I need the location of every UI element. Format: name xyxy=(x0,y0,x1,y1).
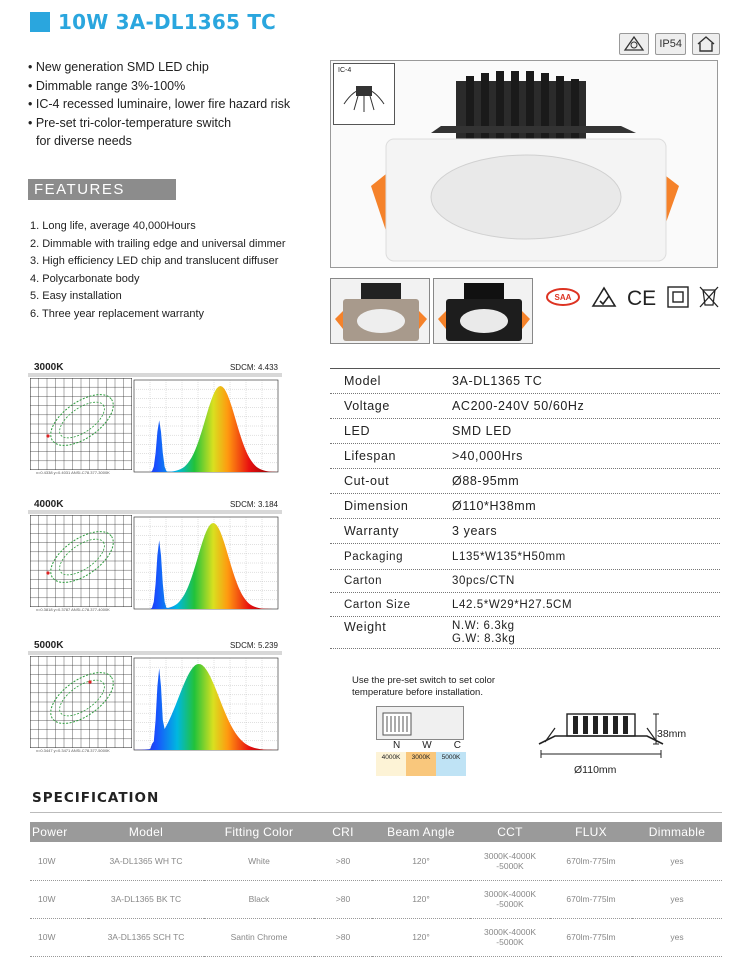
spec-label: Cut-out xyxy=(344,474,390,488)
spectrum-chart-block xyxy=(28,640,282,765)
cct-switch-illustration xyxy=(376,706,464,740)
spec-value: Ø88-95mm xyxy=(452,474,520,488)
spec-label: Voltage xyxy=(344,399,390,413)
cct-line: 3000K-4000K xyxy=(484,889,536,899)
net-weight: N.W: 6.3kg xyxy=(452,620,515,632)
cell-dimmable: yes xyxy=(632,880,722,918)
weee-bin-icon xyxy=(699,285,719,309)
swatch-4000k: 4000K xyxy=(376,752,406,776)
spec-value: 3 years xyxy=(452,524,498,538)
cct-label: 3000K xyxy=(34,362,64,373)
saa-logo-icon xyxy=(545,286,581,308)
table-row xyxy=(30,918,722,956)
feature-bullets xyxy=(28,58,290,151)
cell-model: 3A-DL1365 SCH TC xyxy=(88,918,204,956)
col-header: CCT xyxy=(470,822,550,842)
cct-line: -5000K xyxy=(496,899,524,909)
cell-flux: 670lm-775lm xyxy=(550,918,632,956)
cell-cri: >80 xyxy=(314,842,372,880)
spectrum-chart-block xyxy=(28,499,282,624)
cct-label: 4000K xyxy=(34,499,64,510)
indoor-use-icon xyxy=(692,33,720,55)
spec-value: Ø110*H38mm xyxy=(452,499,537,513)
cct-line: -5000K xyxy=(496,860,524,871)
spectral-distribution-plot xyxy=(128,654,282,758)
swatch-5000k: 5000K xyxy=(436,752,466,776)
ce-mark-icon xyxy=(627,286,657,308)
ic4-label: IC-4 xyxy=(338,67,352,74)
emergency-light-icon xyxy=(619,33,649,55)
spec-row-packaging xyxy=(330,544,720,570)
cell-cct xyxy=(470,842,550,880)
bullet-item: • Pre-set tri-color-temperature switch xyxy=(28,115,232,130)
feature-item: 5. Easy installation xyxy=(30,290,122,302)
spec-label: LED xyxy=(344,424,371,438)
cell-cri: >80 xyxy=(314,918,372,956)
spec-value xyxy=(440,620,720,646)
ic4-rating-badge xyxy=(333,63,395,125)
cie-caption: x=0.3818 y=0.3787 ANSI-C78.377-4000K xyxy=(36,607,110,612)
top-cert-row xyxy=(619,33,720,55)
black-variant-photo xyxy=(433,278,533,344)
spec-value: AC200-240V 50/60Hz xyxy=(452,399,585,413)
cie-ellipse-plot xyxy=(30,656,132,748)
cell-color: White xyxy=(204,842,314,880)
divider xyxy=(30,812,722,813)
bullet-item: • IC-4 recessed luminaire, lower fire hazard risk xyxy=(28,97,291,111)
features-list xyxy=(30,218,286,323)
cie-ellipse-plot xyxy=(30,515,132,607)
bullet-item: • New generation SMD LED chip xyxy=(28,60,209,74)
spec-row-dimension xyxy=(330,494,720,519)
spec-label: Warranty xyxy=(344,524,400,538)
spec-label: Model xyxy=(344,374,382,388)
spec-value: 30pcs/CTN xyxy=(452,575,515,587)
spec-label: Carton xyxy=(344,575,383,587)
col-header: FLUX xyxy=(550,822,632,842)
cct-label: 5000K xyxy=(34,640,64,651)
spec-value: SMD LED xyxy=(452,424,512,438)
cie-ellipse-plot xyxy=(30,378,132,470)
table-row xyxy=(30,880,722,918)
spec-label: Weight xyxy=(344,620,387,634)
cell-power: 10W xyxy=(30,842,88,880)
cie-caption: x=0.3447 y=0.3471 ANSI-C78.377-5000K xyxy=(36,748,110,753)
product-table xyxy=(30,822,722,957)
col-header: Power xyxy=(30,822,88,842)
spec-label: Carton Size xyxy=(344,598,411,611)
feature-item: 1. Long life, average 40,000Hours xyxy=(30,220,196,232)
spec-label: Packaging xyxy=(344,550,404,563)
switch-position-labels xyxy=(382,740,472,751)
cell-power: 10W xyxy=(30,918,88,956)
spec-row-voltage xyxy=(330,394,720,419)
certification-logos xyxy=(545,285,719,309)
spectral-distribution-plot xyxy=(128,376,282,480)
spec-value: 3A-DL1365 TC xyxy=(452,374,543,388)
sdcm-label: SDCM: 3.184 xyxy=(229,500,278,509)
cct-line: 3000K-4000K xyxy=(484,927,536,937)
col-header: Beam Angle xyxy=(372,822,470,842)
spectrum-chart-block xyxy=(28,362,282,487)
cie-caption: x=0.4338 y=0.4031 ANSI-C78.377-3000K xyxy=(36,470,110,475)
feature-item: 2. Dimmable with trailing edge and universal dimmer xyxy=(30,237,286,250)
switch-label-n: N xyxy=(393,740,401,751)
class-ii-icon xyxy=(667,286,689,308)
switch-label-c: C xyxy=(453,740,461,751)
svg-text:CE: CE xyxy=(627,287,657,308)
switch-instruction: Use the pre-set switch to set color temperature before installation. xyxy=(352,675,496,698)
specification-heading: SPECIFICATION xyxy=(32,790,160,806)
col-header: CRI xyxy=(314,822,372,842)
cell-cct xyxy=(470,880,550,918)
spec-value: L135*W135*H50mm xyxy=(452,550,566,563)
title-accent-square xyxy=(30,12,50,32)
height-dimension: 38mm xyxy=(657,728,687,740)
sdcm-label: SDCM: 5.239 xyxy=(229,641,278,650)
swatch-3000k: 3000K xyxy=(406,752,436,776)
cell-beam: 120° xyxy=(372,880,470,918)
bullet-item: • Dimmable range 3%-100% xyxy=(28,78,186,93)
spectral-distribution-plot xyxy=(128,513,282,617)
spec-row-warranty xyxy=(330,519,720,544)
spec-row-led xyxy=(330,419,720,444)
cell-dimmable: yes xyxy=(632,918,722,956)
table-row xyxy=(30,842,722,880)
cell-model: 3A-DL1365 BK TC xyxy=(88,880,204,918)
page-title: 10W 3A-DL1365 TC xyxy=(58,10,277,34)
table-header-row xyxy=(30,822,722,842)
svg-text:SAA: SAA xyxy=(554,293,572,302)
col-header: Dimmable xyxy=(632,822,722,842)
cell-cct xyxy=(470,918,550,956)
cell-cri: >80 xyxy=(314,880,372,918)
col-header: Model xyxy=(88,822,204,842)
rcm-mark-icon xyxy=(591,286,617,308)
cct-line: -5000K xyxy=(496,937,524,947)
spec-row-weight xyxy=(330,617,720,649)
spec-label: Dimension xyxy=(344,499,409,513)
spec-row-cutout xyxy=(330,469,720,494)
cell-beam: 120° xyxy=(372,918,470,956)
spec-value: L42.5*W29*H27.5CM xyxy=(452,598,573,611)
col-header: Fitting Color xyxy=(204,822,314,842)
cell-color: Santin Chrome xyxy=(204,918,314,956)
spec-row-carton-size xyxy=(330,593,720,617)
title-bar xyxy=(30,10,276,34)
product-photo xyxy=(330,60,718,268)
cct-line: 3000K-4000K xyxy=(484,850,536,861)
spec-table xyxy=(330,368,720,649)
ip54-badge: IP54 xyxy=(655,33,686,55)
switch-label-w: W xyxy=(422,740,432,751)
cell-beam: 120° xyxy=(372,842,470,880)
features-heading: FEATURES xyxy=(28,179,176,200)
chrome-variant-photo xyxy=(330,278,430,344)
feature-item: 3. High efficiency LED chip and translucent diffuser xyxy=(30,255,279,267)
spec-row-carton xyxy=(330,570,720,593)
diameter-dimension: Ø110mm xyxy=(574,764,617,776)
feature-item: 4. Polycarbonate body xyxy=(30,272,140,285)
spec-row-model xyxy=(330,369,720,394)
sdcm-label: SDCM: 4.433 xyxy=(229,363,278,372)
cell-flux: 670lm-775lm xyxy=(550,880,632,918)
spec-value: >40,000Hrs xyxy=(452,449,523,463)
cell-dimmable: yes xyxy=(632,842,722,880)
cct-swatches xyxy=(376,752,466,776)
spec-label: Lifespan xyxy=(344,449,397,463)
cell-model: 3A-DL1365 WH TC xyxy=(88,842,204,880)
cell-color: Black xyxy=(204,880,314,918)
spec-row-lifespan xyxy=(330,444,720,469)
feature-item: 6. Three year replacement warranty xyxy=(30,307,205,320)
gross-weight: G.W: 8.3kg xyxy=(452,633,516,645)
cell-flux: 670lm-775lm xyxy=(550,842,632,880)
cell-power: 10W xyxy=(30,880,88,918)
bullet-item: for diverse needs xyxy=(36,134,132,148)
